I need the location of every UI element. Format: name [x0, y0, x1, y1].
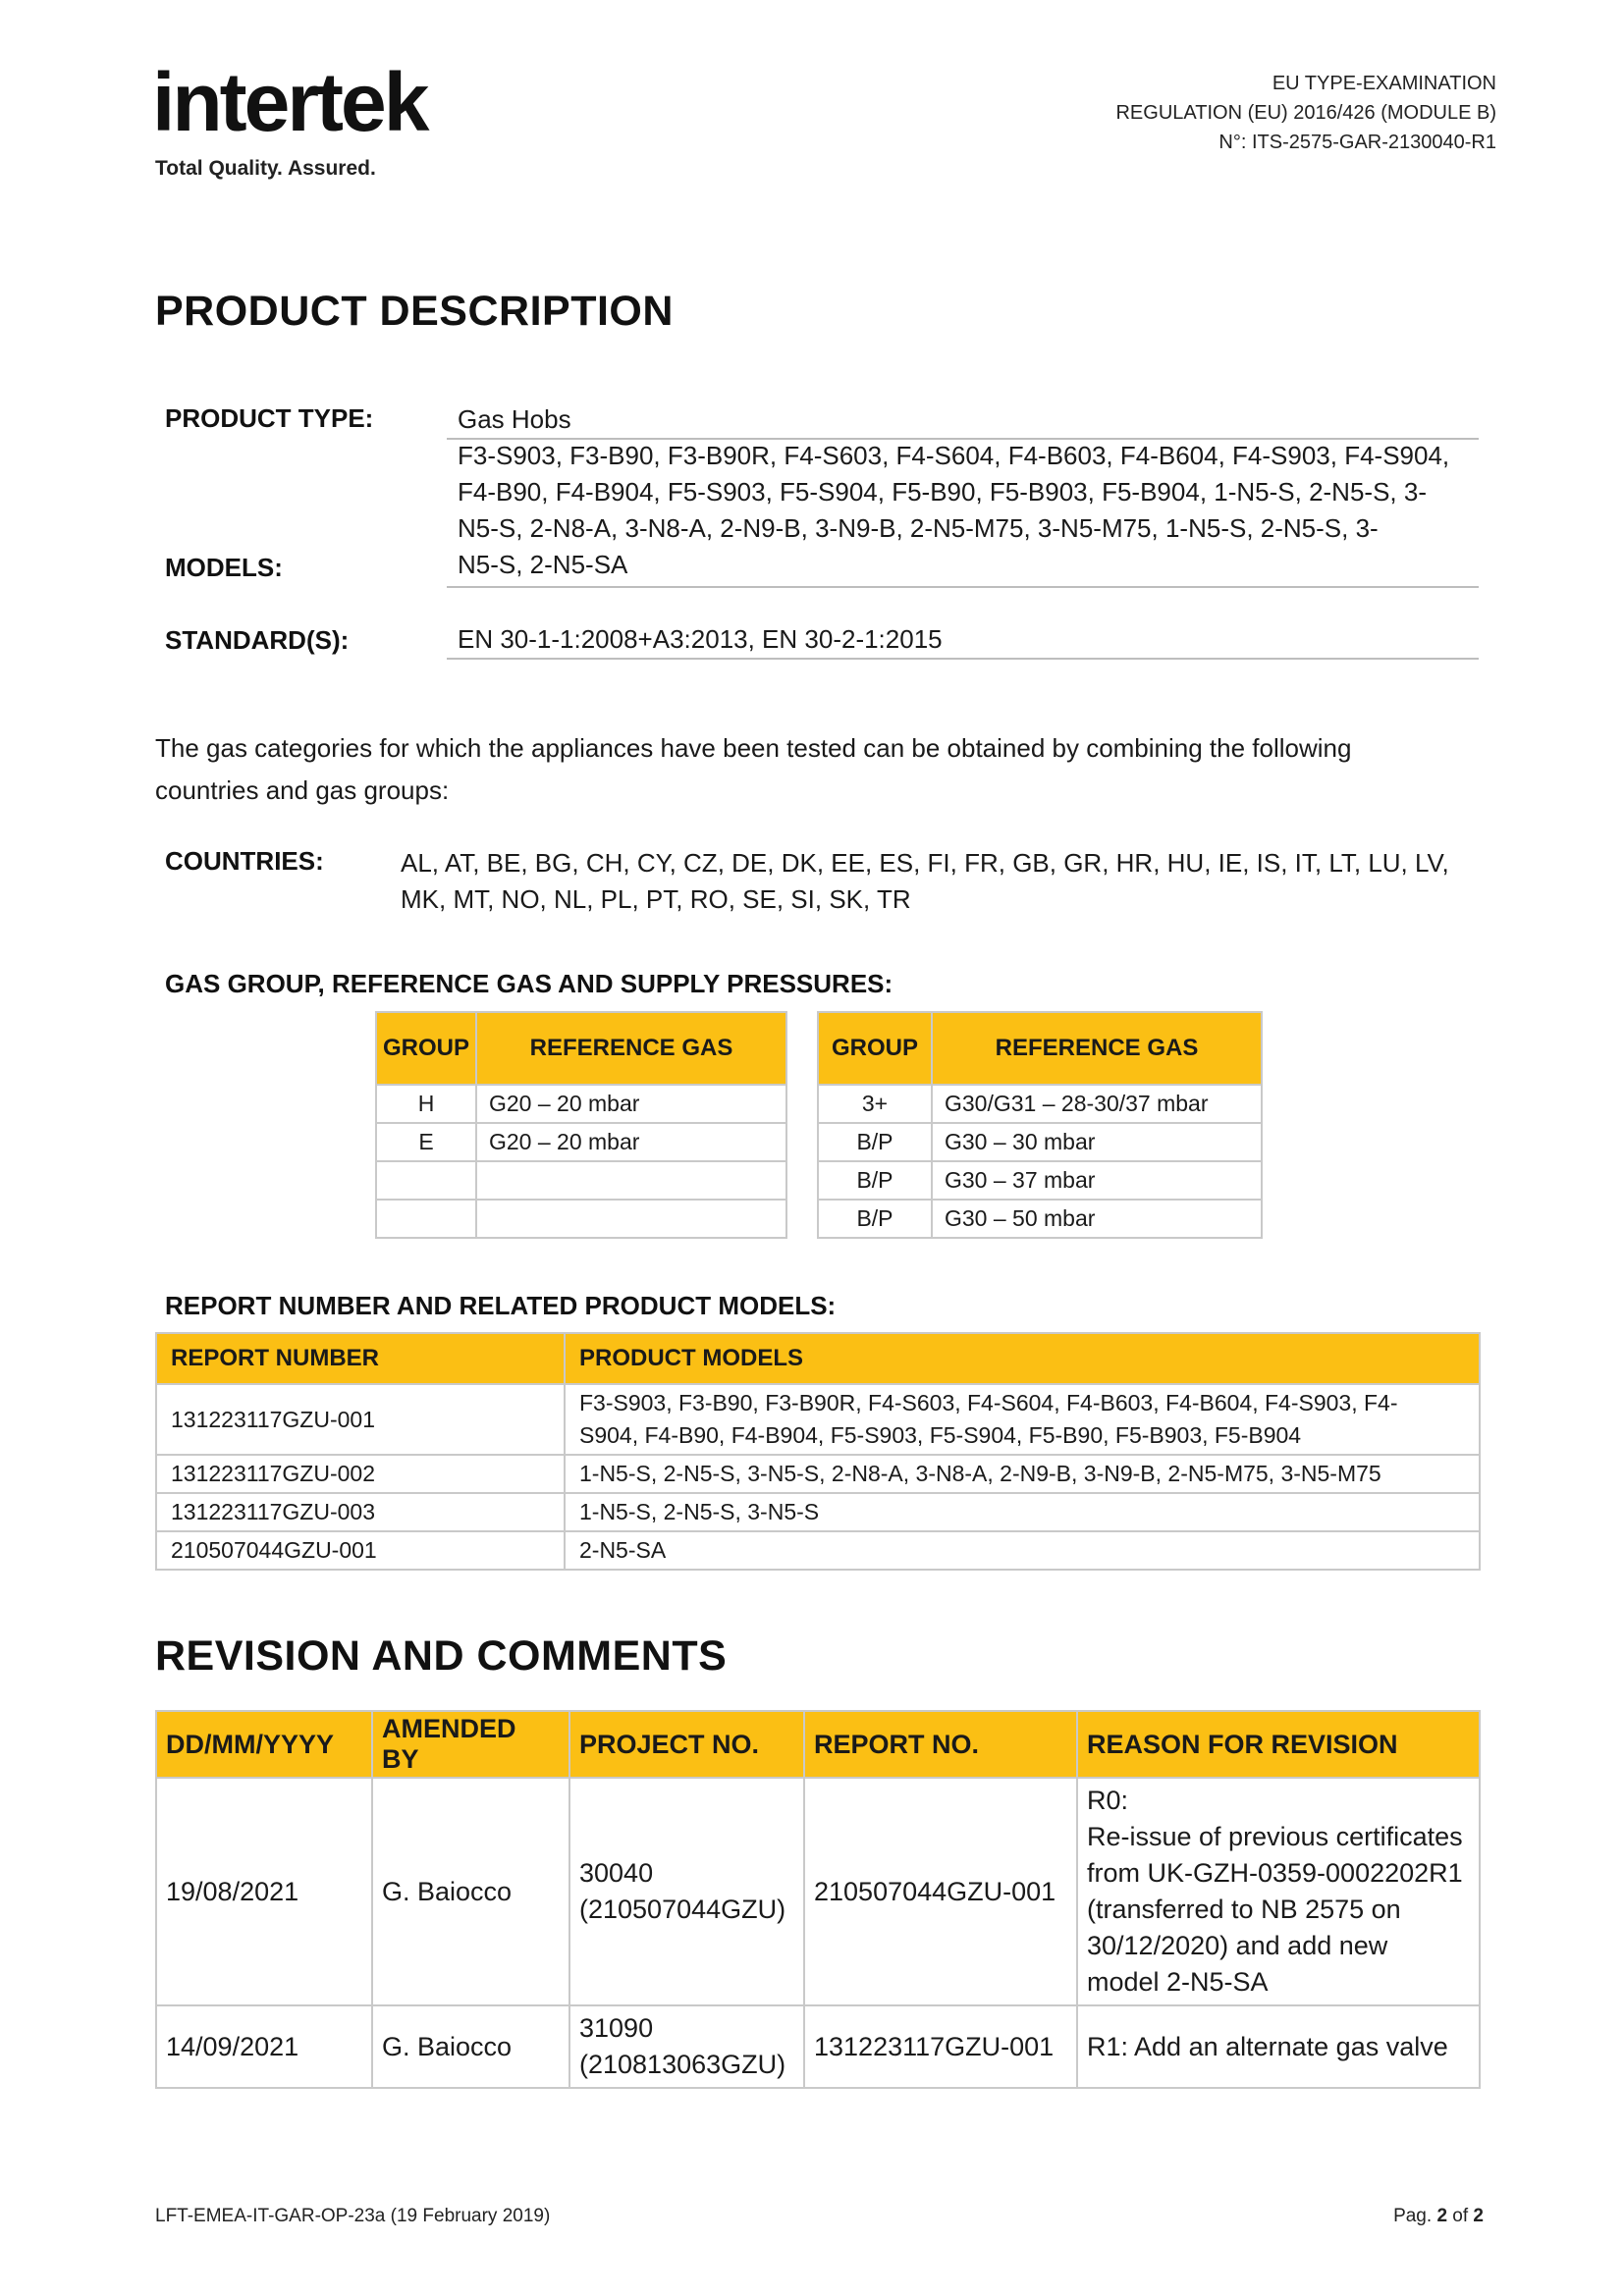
product-type-value: Gas Hobs: [458, 404, 571, 434]
divider: [447, 586, 1479, 588]
reason-line: R0:: [1087, 1786, 1129, 1815]
project-no-header: PROJECT NO.: [569, 1711, 804, 1778]
gas-group-table-right: [817, 1011, 1263, 1239]
reason-line: from UK-GZH-0359-0002202R1: [1087, 1858, 1463, 1888]
reason-line: 30/12/2020) and add new: [1087, 1931, 1388, 1960]
gas-cell: [476, 1200, 786, 1238]
revision-comments-title: REVISION AND COMMENTS: [155, 1632, 728, 1680]
table-row: [376, 1123, 786, 1161]
standards-label: STANDARD(S):: [165, 625, 350, 655]
gas-cell: G20 – 20 mbar: [476, 1123, 786, 1161]
reason-line: (transferred to NB 2575 on: [1087, 1895, 1401, 1924]
cert-type: EU TYPE-EXAMINATION: [1272, 73, 1496, 94]
project-no-cell: [569, 1778, 804, 2005]
amended-by-header: AMENDED BY: [372, 1711, 569, 1778]
amended-by-cell: G. Baiocco: [372, 2005, 569, 2088]
page-total: 2: [1473, 2206, 1484, 2226]
table-row: [156, 1778, 1480, 2005]
date-header: DD/MM/YYYY: [156, 1711, 372, 1778]
report-no-cell: 210507044GZU-001: [804, 1778, 1077, 2005]
group-header: GROUP: [376, 1012, 476, 1085]
project-line: (210507044GZU): [579, 1895, 786, 1924]
page-prefix: Pag.: [1393, 2206, 1437, 2226]
gas-group-table-left: [375, 1011, 787, 1239]
table-row: [376, 1200, 786, 1238]
intro-line: The gas categories for which the appliances have been tested can be obtained by combining the following: [155, 733, 1352, 763]
cert-number: N°: ITS-2575-GAR-2130040-R1: [1218, 132, 1496, 153]
document-reference: LFT-EMEA-IT-GAR-OP-23a (19 February 2019): [155, 2206, 551, 2226]
revision-table: [155, 1710, 1481, 2089]
amended-by-cell: G. Baiocco: [372, 1778, 569, 2005]
report-models-title: REPORT NUMBER AND RELATED PRODUCT MODELS:: [165, 1291, 837, 1320]
intro-line: countries and gas groups:: [155, 775, 450, 805]
models-value: [458, 438, 1449, 583]
gas-group-title: GAS GROUP, REFERENCE GAS AND SUPPLY PRESSURES:: [165, 969, 893, 998]
reason-line: Re-issue of previous certificates: [1087, 1822, 1463, 1851]
logo-tagline: Total Quality. Assured.: [155, 157, 376, 180]
table-row: [818, 1200, 1262, 1238]
page-of: of: [1447, 2206, 1474, 2226]
standards-value: EN 30-1-1:2008+A3:2013, EN 30-2-1:2015: [458, 624, 943, 654]
models-line: N5-S, 2-N8-A, 3-N8-A, 2-N9-B, 3-N9-B, 2-N5-M75, 3-N5-M75, 1-N5-S, 2-N5-S, 3-: [458, 513, 1379, 543]
table-row: [156, 1493, 1480, 1531]
gas-category-intro: [155, 727, 1351, 812]
reason-header: REASON FOR REVISION: [1077, 1711, 1480, 1778]
group-cell: E: [376, 1123, 476, 1161]
models-line: F3-S903, F3-B90, F3-B90R, F4-S603, F4-S604, F4-B603, F4-B604, F4-S903, F4-: [579, 1390, 1398, 1415]
table-row: [156, 2005, 1480, 2088]
gas-cell: G20 – 20 mbar: [476, 1085, 786, 1123]
table-row: [156, 1455, 1480, 1493]
reason-line: model 2-N5-SA: [1087, 1967, 1269, 1997]
report-number-cell: 131223117GZU-003: [156, 1493, 565, 1531]
table-row: [376, 1085, 786, 1123]
group-cell: [376, 1161, 476, 1200]
models-line: N5-S, 2-N5-SA: [458, 550, 628, 579]
table-row: [156, 1531, 1480, 1570]
gas-cell: G30 – 37 mbar: [932, 1161, 1262, 1200]
project-no-cell: [569, 2005, 804, 2088]
countries-label: COUNTRIES:: [165, 846, 324, 876]
page-number: [1393, 2206, 1484, 2227]
cert-regulation: REGULATION (EU) 2016/426 (MODULE B): [1115, 102, 1496, 124]
gas-cell: G30 – 50 mbar: [932, 1200, 1262, 1238]
reason-cell: R1: Add an alternate gas valve: [1077, 2005, 1480, 2088]
group-cell: B/P: [818, 1200, 932, 1238]
reference-gas-header: REFERENCE GAS: [476, 1012, 786, 1085]
models-line: F3-S903, F3-B90, F3-B90R, F4-S603, F4-S604, F4-B603, F4-B604, F4-S903, F4-S904,: [458, 441, 1450, 470]
countries-value: [401, 845, 1449, 918]
divider: [447, 658, 1479, 660]
page-current: 2: [1436, 2206, 1448, 2226]
gas-cell: G30/G31 – 28-30/37 mbar: [932, 1085, 1262, 1123]
product-type-label: PRODUCT TYPE:: [165, 403, 374, 433]
report-number-cell: 131223117GZU-002: [156, 1455, 565, 1493]
models-line: S904, F4-B90, F4-B904, F5-S903, F5-S904, F5-B90, F5-B903, F5-B904: [579, 1422, 1302, 1448]
report-no-cell: 131223117GZU-001: [804, 2005, 1077, 2088]
group-cell: B/P: [818, 1123, 932, 1161]
product-models-header: PRODUCT MODELS: [565, 1333, 1480, 1384]
group-cell: B/P: [818, 1161, 932, 1200]
gas-cell: [476, 1161, 786, 1200]
report-number-cell: 210507044GZU-001: [156, 1531, 565, 1570]
report-number-header: REPORT NUMBER: [156, 1333, 565, 1384]
group-cell: 3+: [818, 1085, 932, 1123]
table-row: [156, 1384, 1480, 1455]
project-line: (210813063GZU): [579, 2050, 786, 2079]
report-no-header: REPORT NO.: [804, 1711, 1077, 1778]
report-number-cell: 131223117GZU-001: [156, 1384, 565, 1455]
product-models-cell: [565, 1384, 1480, 1455]
gas-cell: G30 – 30 mbar: [932, 1123, 1262, 1161]
countries-line: AL, AT, BE, BG, CH, CY, CZ, DE, DK, EE, ES, FI, FR, GB, GR, HR, HU, IE, IS, IT, LT, LU, LV,: [401, 848, 1449, 878]
certificate-header: [1115, 69, 1496, 157]
table-row: [818, 1085, 1262, 1123]
reference-gas-header: REFERENCE GAS: [932, 1012, 1262, 1085]
product-models-cell: 1-N5-S, 2-N5-S, 3-N5-S: [565, 1493, 1480, 1531]
reason-cell: [1077, 1778, 1480, 2005]
date-cell: 14/09/2021: [156, 2005, 372, 2088]
product-models-cell: 1-N5-S, 2-N5-S, 3-N5-S, 2-N8-A, 3-N8-A, 2-N9-B, 3-N9-B, 2-N5-M75, 3-N5-M75: [565, 1455, 1480, 1493]
intertek-logo: intertek: [152, 56, 427, 148]
group-header: GROUP: [818, 1012, 932, 1085]
product-description-title: PRODUCT DESCRIPTION: [155, 288, 674, 335]
group-cell: [376, 1200, 476, 1238]
group-cell: H: [376, 1085, 476, 1123]
table-row: [818, 1161, 1262, 1200]
countries-line: MK, MT, NO, NL, PL, PT, RO, SE, SI, SK, TR: [401, 884, 911, 914]
models-label: MODELS:: [165, 553, 283, 582]
product-models-cell: 2-N5-SA: [565, 1531, 1480, 1570]
report-models-table: [155, 1332, 1481, 1571]
date-cell: 19/08/2021: [156, 1778, 372, 2005]
table-row: [818, 1123, 1262, 1161]
project-line: 31090: [579, 2013, 654, 2043]
table-row: [376, 1161, 786, 1200]
project-line: 30040: [579, 1858, 654, 1888]
models-line: F4-B90, F4-B904, F5-S903, F5-S904, F5-B90, F5-B903, F5-B904, 1-N5-S, 2-N5-S, 3-: [458, 477, 1427, 507]
